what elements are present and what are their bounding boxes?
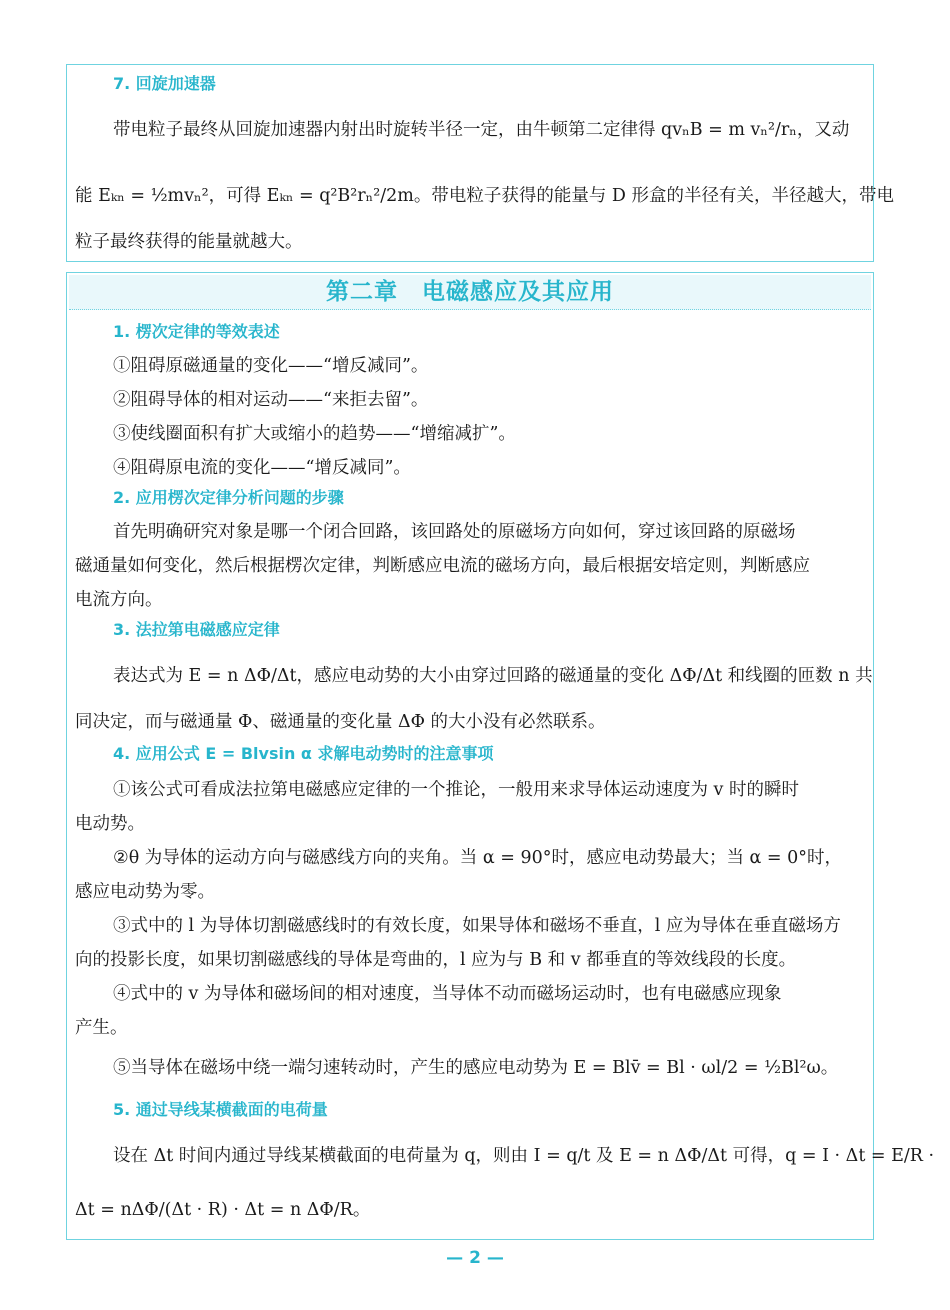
cyclotron-heading: 7. 回旋加速器 [113, 74, 216, 93]
chapter-title: 第二章 电磁感应及其应用 [69, 275, 871, 310]
lenz-item: ③使线圈面积有扩大或缩小的趋势——“增缩减扩”。 [113, 424, 516, 444]
lenz-steps-line: 磁通量如何变化，然后根据楞次定律，判断感应电流的磁场方向，最后根据安培定则，判断感应 [75, 556, 810, 576]
heading-faraday: 3. 法拉第电磁感应定律 [113, 620, 280, 639]
blv-note-line: 产生。 [75, 1018, 128, 1038]
section-cyclotron [66, 64, 895, 262]
faraday-line: 同决定，而与磁通量 Φ、磁通量的变化量 ΔΦ 的大小没有必然联系。 [75, 712, 606, 732]
blv-note-line: ①该公式可看成法拉第电磁感应定律的一个推论，一般用来求导体运动速度为 v 时的瞬时 [113, 780, 800, 800]
page-number: — 2 — [446, 1248, 504, 1268]
blv-note-line: 电动势。 [75, 814, 145, 834]
faraday-line: 表达式为 E = n ΔΦ/Δt，感应电动势的大小由穿过回路的磁通量的变化 ΔΦ/Δt 和线圈的匝数 n 共 [113, 666, 873, 686]
cyclotron-line-3: 粒子最终获得的能量就越大。 [75, 232, 303, 252]
blv-note-line: ⑤当导体在磁场中绕一端匀速转动时，产生的感应电动势为 E = Blv̄ = Bl · ωl/2 = ½Bl²ω。 [113, 1058, 839, 1078]
blv-note-line: ②θ 为导体的运动方向与磁感线方向的夹角。当 α = 90°时，感应电动势最大；当 α = 0°时， [113, 848, 843, 868]
lenz-item: ④阻碍原电流的变化——“增反减同”。 [113, 458, 411, 478]
cyclotron-line-1: 带电粒子最终从回旋加速器内射出时旋转半径一定，由牛顿第二定律得 qvₙB = m vₙ²/rₙ，又动 [113, 120, 850, 140]
heading-lenz-equivalent: 1. 楞次定律的等效表述 [113, 322, 280, 341]
charge-line: Δt = nΔΦ/(Δt · R) · Δt = n ΔΦ/R。 [75, 1200, 371, 1220]
blv-note-line: ④式中的 v 为导体和磁场间的相对速度，当导体不动而磁场运动时，也有电磁感应现象 [113, 984, 782, 1004]
blv-note-line: 感应电动势为零。 [75, 882, 215, 902]
blv-note-line: 向的投影长度，如果切割磁感线的导体是弯曲的，l 应为与 B 和 v 都垂直的等效线段的长度。 [75, 950, 797, 970]
lenz-item: ②阻碍导体的相对运动——“来拒去留”。 [113, 390, 429, 410]
lenz-steps-line: 首先明确研究对象是哪一个闭合回路，该回路处的原磁场方向如何，穿过该回路的原磁场 [113, 522, 796, 542]
blv-note-line: ③式中的 l 为导体切割磁感线时的有效长度，如果导体和磁场不垂直，l 应为导体在垂直磁场方 [113, 916, 841, 936]
lenz-steps-line: 电流方向。 [75, 590, 163, 610]
heading-lenz-steps: 2. 应用楞次定律分析问题的步骤 [113, 488, 344, 507]
charge-line: 设在 Δt 时间内通过导线某横截面的电荷量为 q，则由 I = q/t 及 E = n ΔΦ/Δt 可得，q = I · Δt = E/R · [113, 1146, 935, 1166]
heading-charge: 5. 通过导线某横截面的电荷量 [113, 1100, 328, 1119]
section-chapter-2 [66, 272, 935, 1240]
cyclotron-line-2: 能 Eₖₙ = ½mvₙ²，可得 Eₖₙ = q²B²rₙ²/2m。带电粒子获得的能量与 D 形盒的半径有关，半径越大，带电 [75, 186, 895, 206]
lenz-item: ①阻碍原磁通量的变化——“增反减同”。 [113, 356, 429, 376]
heading-blv-formula: 4. 应用公式 E = Blvsin α 求解电动势时的注意事项 [113, 744, 494, 763]
